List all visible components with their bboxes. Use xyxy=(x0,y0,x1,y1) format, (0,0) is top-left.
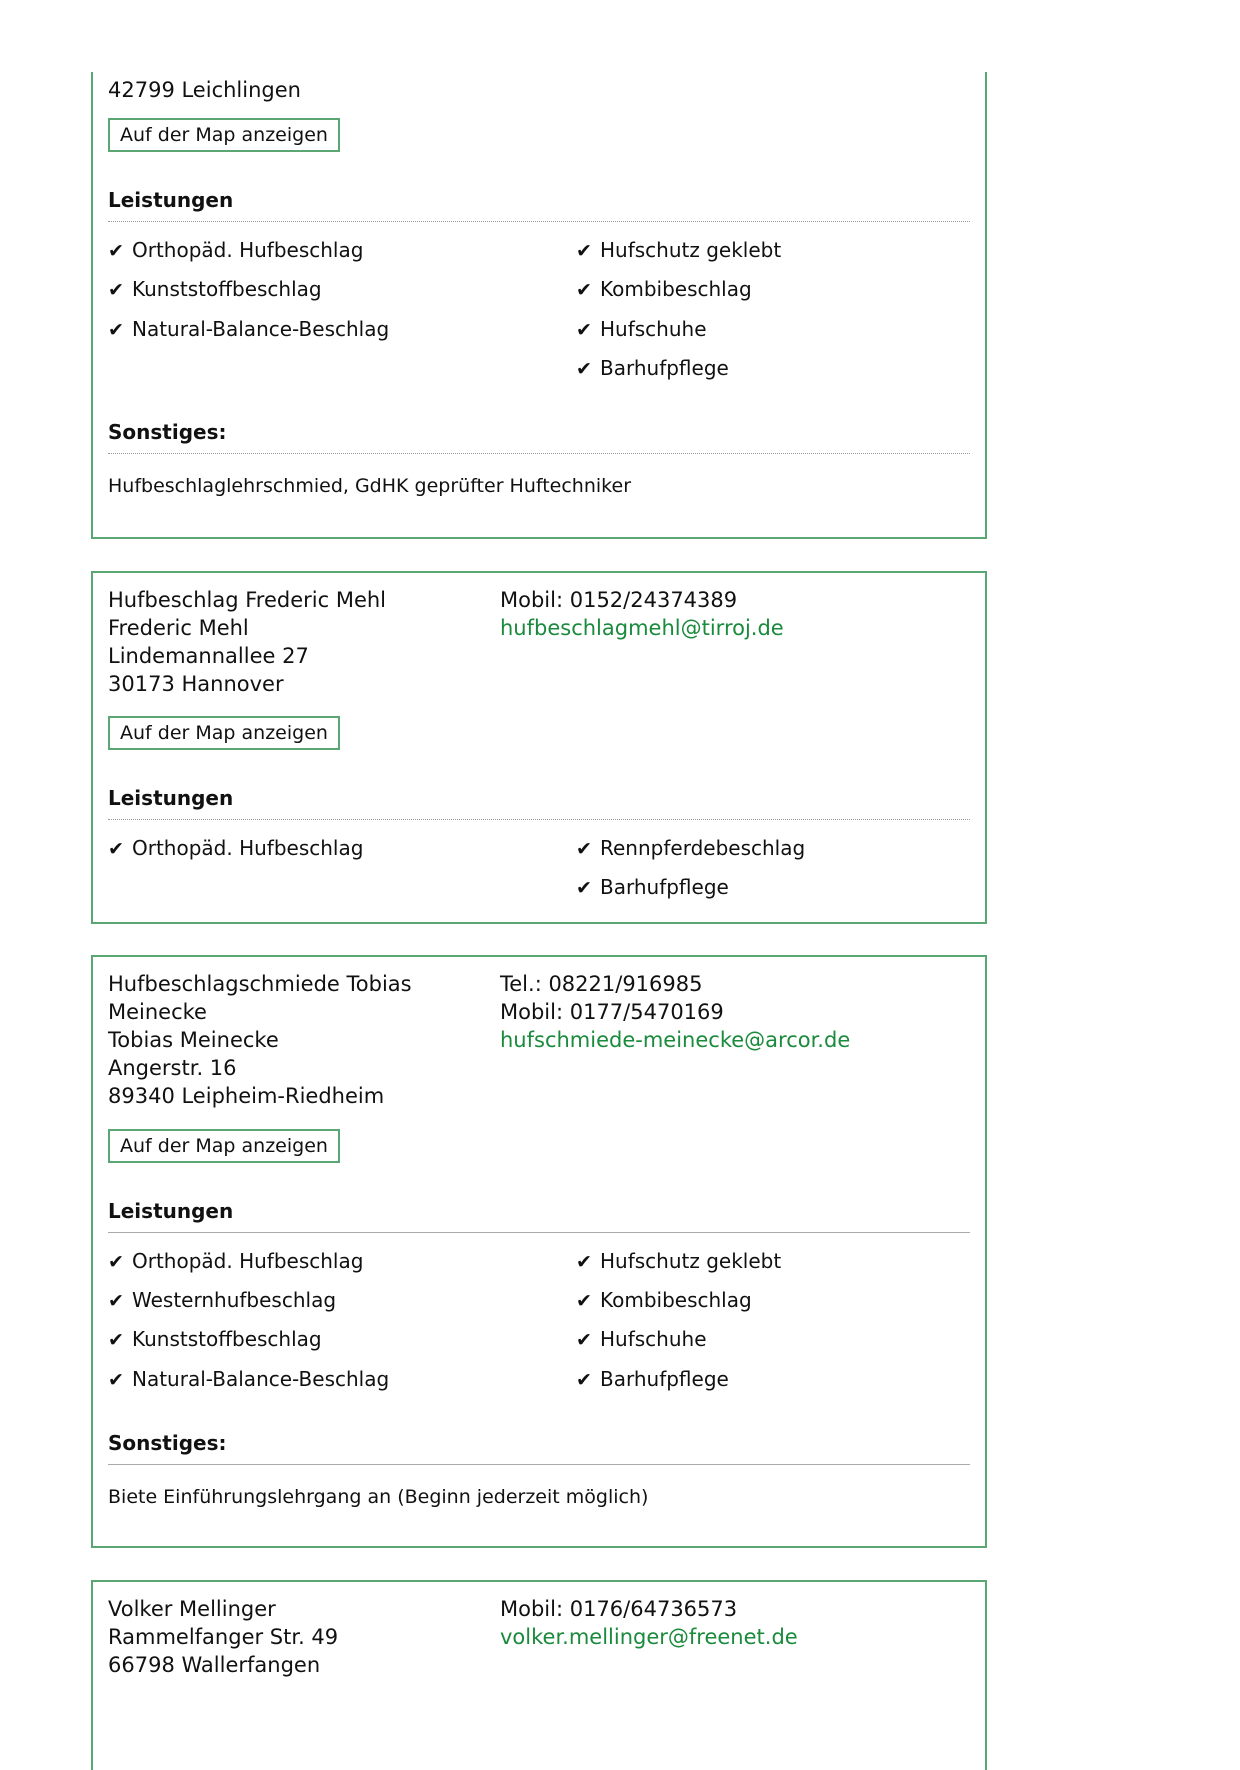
other-heading: Sonstiges: xyxy=(108,420,227,444)
phone-number: Tel.: 08221/916985 xyxy=(500,972,703,996)
service-item: ✔ Barhufpflege xyxy=(576,1367,729,1391)
service-item: ✔ Natural-Balance-Beschlag xyxy=(108,1367,390,1391)
mobile-number: Mobil: 0152/24374389 xyxy=(500,588,738,612)
check-icon: ✔ xyxy=(108,1329,124,1351)
company-name-cont: Meinecke xyxy=(108,1000,207,1024)
city: 30173 Hannover xyxy=(108,672,284,696)
check-icon: ✔ xyxy=(108,838,124,860)
contact-person: Frederic Mehl xyxy=(108,616,249,640)
street: Angerstr. 16 xyxy=(108,1056,237,1080)
check-icon: ✔ xyxy=(576,877,592,899)
other-text: Hufbeschlaglehrschmied, GdHK geprüfter Huftechniker xyxy=(108,475,632,497)
check-icon: ✔ xyxy=(108,1251,124,1273)
services-heading: Leistungen xyxy=(108,1199,234,1223)
show-on-map-button[interactable]: Auf der Map anzeigen xyxy=(108,118,340,152)
check-icon: ✔ xyxy=(108,240,124,262)
contact-block xyxy=(500,1595,940,1651)
service-item: ✔ Barhufpflege xyxy=(576,875,729,899)
check-icon: ✔ xyxy=(576,279,592,301)
check-icon: ✔ xyxy=(576,838,592,860)
service-item: ✔ Hufschuhe xyxy=(576,1327,707,1351)
address-block xyxy=(108,970,488,1110)
service-item: ✔ Natural-Balance-Beschlag xyxy=(108,317,390,341)
listing-card-mellinger xyxy=(91,1580,987,1770)
divider xyxy=(108,819,970,820)
listing-card-meinecke xyxy=(91,955,987,1548)
listing-card-mehl xyxy=(91,571,987,924)
address-line: 42799 Leichlingen xyxy=(108,78,301,102)
divider xyxy=(108,1464,970,1465)
contact-block xyxy=(500,586,940,642)
service-item: ✔ Barhufpflege xyxy=(576,356,729,380)
check-icon: ✔ xyxy=(576,319,592,341)
service-item: ✔ Kombibeschlag xyxy=(576,277,752,301)
service-item: ✔ Orthopäd. Hufbeschlag xyxy=(108,836,364,860)
services-heading: Leistungen xyxy=(108,786,234,810)
address-block xyxy=(108,76,488,104)
address-block xyxy=(108,586,488,698)
email-link[interactable]: hufschmiede-meinecke@arcor.de xyxy=(500,1028,851,1052)
divider xyxy=(108,1232,970,1233)
check-icon: ✔ xyxy=(108,279,124,301)
other-heading: Sonstiges: xyxy=(108,1431,227,1455)
mobile-number: Mobil: 0177/5470169 xyxy=(500,1000,724,1024)
show-on-map-button[interactable]: Auf der Map anzeigen xyxy=(108,1129,340,1163)
city: 66798 Wallerfangen xyxy=(108,1653,321,1677)
service-item: ✔ Kunststoffbeschlag xyxy=(108,277,322,301)
check-icon: ✔ xyxy=(108,319,124,341)
check-icon: ✔ xyxy=(108,1369,124,1391)
listing-card-leichlingen xyxy=(91,72,987,539)
check-icon: ✔ xyxy=(576,1251,592,1273)
check-icon: ✔ xyxy=(576,240,592,262)
street: Rammelfanger Str. 49 xyxy=(108,1625,339,1649)
address-block xyxy=(108,1595,488,1679)
service-item: ✔ Hufschutz geklebt xyxy=(576,1249,782,1273)
check-icon: ✔ xyxy=(576,1329,592,1351)
check-icon: ✔ xyxy=(108,1290,124,1312)
show-on-map-button[interactable]: Auf der Map anzeigen xyxy=(108,716,340,750)
service-item: ✔ Kombibeschlag xyxy=(576,1288,752,1312)
service-item: ✔ Kunststoffbeschlag xyxy=(108,1327,322,1351)
divider xyxy=(108,453,970,454)
check-icon: ✔ xyxy=(576,1290,592,1312)
email-link[interactable]: volker.mellinger@freenet.de xyxy=(500,1625,798,1649)
city: 89340 Leipheim-Riedheim xyxy=(108,1084,385,1108)
service-item: ✔ Hufschuhe xyxy=(576,317,707,341)
company-name: Hufbeschlagschmiede Tobias xyxy=(108,972,412,996)
service-item: ✔ Westernhufbeschlag xyxy=(108,1288,337,1312)
service-item: ✔ Orthopäd. Hufbeschlag xyxy=(108,1249,364,1273)
services-heading: Leistungen xyxy=(108,188,234,212)
check-icon: ✔ xyxy=(576,358,592,380)
contact-person: Volker Mellinger xyxy=(108,1597,276,1621)
service-item: ✔ Orthopäd. Hufbeschlag xyxy=(108,238,364,262)
check-icon: ✔ xyxy=(576,1369,592,1391)
service-item: ✔ Hufschutz geklebt xyxy=(576,238,782,262)
mobile-number: Mobil: 0176/64736573 xyxy=(500,1597,738,1621)
email-link[interactable]: hufbeschlagmehl@tirroj.de xyxy=(500,616,784,640)
contact-block xyxy=(500,970,940,1054)
other-text: Biete Einführungslehrgang an (Beginn jederzeit möglich) xyxy=(108,1486,649,1508)
contact-person: Tobias Meinecke xyxy=(108,1028,279,1052)
service-item: ✔ Rennpferdebeschlag xyxy=(576,836,806,860)
divider xyxy=(108,221,970,222)
street: Lindemannallee 27 xyxy=(108,644,309,668)
company-name: Hufbeschlag Frederic Mehl xyxy=(108,588,387,612)
